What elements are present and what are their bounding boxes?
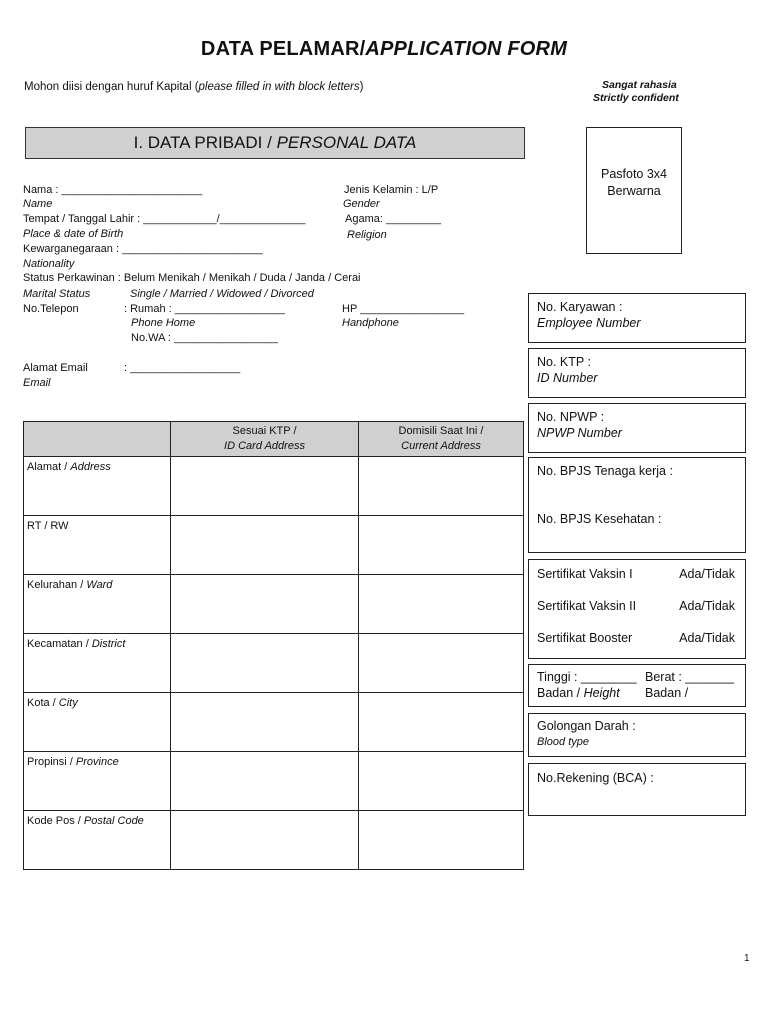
email-label: Alamat Email (23, 362, 88, 374)
title-italic: APPLICATION FORM (365, 38, 568, 60)
vaksin1-option[interactable]: Ada/Tidak (679, 567, 735, 581)
birth-field[interactable]: Tempat / Tanggal Lahir : ____________/______________ (23, 213, 306, 225)
wa-field[interactable]: No.WA : _________________ (131, 332, 278, 344)
employee-number-label: No. Karyawan : (537, 300, 623, 314)
province-current-input[interactable] (359, 752, 524, 811)
phone-label: No.Telepon (23, 303, 79, 315)
email-field[interactable]: : __________________ (124, 362, 241, 374)
gender-field[interactable]: Jenis Kelamin : L/P (344, 184, 439, 196)
header-label-cell (24, 422, 171, 457)
address-table-header (24, 422, 524, 457)
bpjs-kes-label: No. BPJS Kesehatan : (537, 512, 662, 526)
row-label (24, 457, 171, 516)
row-label-en: District (91, 638, 126, 650)
row-label-en: City (58, 697, 78, 709)
table-row (24, 575, 524, 634)
row-label (24, 811, 171, 870)
row-label (24, 693, 171, 752)
employee-number-en: Employee Number (537, 316, 641, 330)
row-label (24, 575, 171, 634)
height-weight-box[interactable] (528, 664, 746, 707)
instruction-id: Mohon diisi dengan huruf Kapital ( (24, 81, 199, 93)
ktp-en: ID Number (537, 371, 598, 385)
vaksin2-label: Sertifikat Vaksin II (537, 599, 637, 613)
booster-option[interactable]: Ada/Tidak (679, 631, 735, 645)
postal-ktp-input[interactable] (171, 811, 359, 870)
instruction-en: please filled in with block letters (198, 81, 360, 93)
phone-home-en-label: Phone Home (131, 317, 196, 329)
address-table (23, 421, 524, 870)
ktp-label: No. KTP : (537, 355, 591, 369)
npwp-label: No. NPWP : (537, 410, 605, 424)
ward-ktp-input[interactable] (171, 575, 359, 634)
row-label-id: Kecamatan / (27, 638, 92, 650)
birth-en-label: Place & date of Birth (23, 228, 124, 240)
row-label-en: Postal Code (83, 815, 144, 827)
employee-number-box[interactable] (528, 293, 746, 343)
photo-label-1: Pasfoto 3x4 (600, 167, 667, 181)
section-number: I. DATA PRIBADI / (133, 133, 277, 152)
nationality-field[interactable]: Kewarganegaraan : _______________________ (23, 243, 263, 255)
photo-box[interactable] (586, 127, 682, 254)
booster-label: Sertifikat Booster (537, 631, 633, 645)
phone-home-field[interactable]: : Rumah : __________________ (124, 303, 285, 315)
page-title (0, 38, 768, 61)
col-ktp-en: ID Card Address (224, 440, 305, 452)
bank-account-box[interactable] (528, 763, 746, 816)
marital-field[interactable]: Status Perkawinan : Belum Menikah / Menikah / Duda / Janda / Cerai (23, 272, 361, 284)
marital-en-label: Marital Status (23, 288, 91, 300)
hp-field[interactable]: HP _________________ (342, 303, 465, 315)
city-ktp-input[interactable] (171, 693, 359, 752)
hp-en-label: Handphone (342, 317, 399, 329)
table-row (24, 811, 524, 870)
page-number: 1 (744, 953, 750, 964)
row-label-id: Kode Pos / (27, 815, 84, 827)
badan2-label: Badan / (645, 686, 689, 700)
row-label-id: Kelurahan / (27, 579, 87, 591)
city-current-input[interactable] (359, 693, 524, 752)
col-current-label: Domisili Saat Ini / (398, 425, 484, 437)
blood-type-box[interactable] (528, 713, 746, 757)
district-ktp-input[interactable] (171, 634, 359, 693)
header-ktp (171, 422, 359, 457)
table-row (24, 693, 524, 752)
npwp-number-box[interactable] (528, 403, 746, 453)
province-ktp-input[interactable] (171, 752, 359, 811)
row-label-id: Alamat / (27, 461, 71, 473)
row-label-en: Province (75, 756, 119, 768)
rtrw-current-input[interactable] (359, 516, 524, 575)
vaccine-box[interactable] (528, 559, 746, 659)
blood-type-en: Blood type (537, 736, 589, 748)
table-row (24, 752, 524, 811)
marital-en-values: Single / Married / Widowed / Divorced (130, 288, 314, 300)
section-banner (25, 127, 525, 159)
section-title: PERSONAL DATA (276, 133, 417, 152)
postal-current-input[interactable] (359, 811, 524, 870)
row-label-en: Address (70, 461, 111, 473)
ktp-number-box[interactable] (528, 348, 746, 398)
instruction-text (24, 80, 363, 95)
instruction-end: ) (359, 81, 364, 93)
bpjs-box[interactable] (528, 457, 746, 553)
row-label-id: Kota / (27, 697, 59, 709)
confidential-en: Strictly confident (593, 92, 679, 104)
row-label-en: Ward (86, 579, 113, 591)
ward-current-input[interactable] (359, 575, 524, 634)
photo-label-2: Berwarna (607, 184, 661, 198)
row-label (24, 516, 171, 575)
height-label: Tinggi : ________ (537, 670, 637, 684)
npwp-en: NPWP Number (537, 426, 622, 440)
gender-en-label: Gender (343, 198, 380, 210)
title-main: DATA PELAMAR/ (200, 38, 366, 60)
bank-account-label: No.Rekening (BCA) : (537, 771, 654, 785)
nama-field[interactable]: Nama : _______________________ (23, 184, 203, 196)
row-label-id: RT / RW (27, 520, 69, 532)
rtrw-ktp-input[interactable] (171, 516, 359, 575)
nationality-en-label: Nationality (23, 258, 75, 270)
table-row (24, 457, 524, 516)
row-label-id: Propinsi / (27, 756, 76, 768)
col-current-en: Current Address (401, 440, 481, 452)
religion-en-label: Religion (347, 229, 387, 241)
table-row (24, 634, 524, 693)
vaksin2-option[interactable]: Ada/Tidak (679, 599, 735, 613)
row-label (24, 752, 171, 811)
district-current-input[interactable] (359, 634, 524, 693)
badan-label: Badan / (537, 686, 584, 700)
vaksin1-label: Sertifikat Vaksin I (537, 567, 633, 581)
address-ktp-input[interactable] (171, 457, 359, 516)
address-current-input[interactable] (359, 457, 524, 516)
table-row (24, 516, 524, 575)
height-en: Height (583, 686, 620, 700)
email-en-label: Email (23, 377, 51, 389)
nama-en-label: Name (23, 198, 53, 210)
bpjs-tk-label: No. BPJS Tenaga kerja : (537, 464, 673, 478)
row-label (24, 634, 171, 693)
blood-type-label: Golongan Darah : (537, 719, 636, 733)
religion-field[interactable]: Agama: _________ (345, 213, 442, 225)
header-current (359, 422, 524, 457)
confidential-id: Sangat rahasia (602, 79, 677, 91)
col-ktp-label: Sesuai KTP / (232, 425, 297, 437)
weight-label: Berat : _______ (645, 670, 734, 684)
